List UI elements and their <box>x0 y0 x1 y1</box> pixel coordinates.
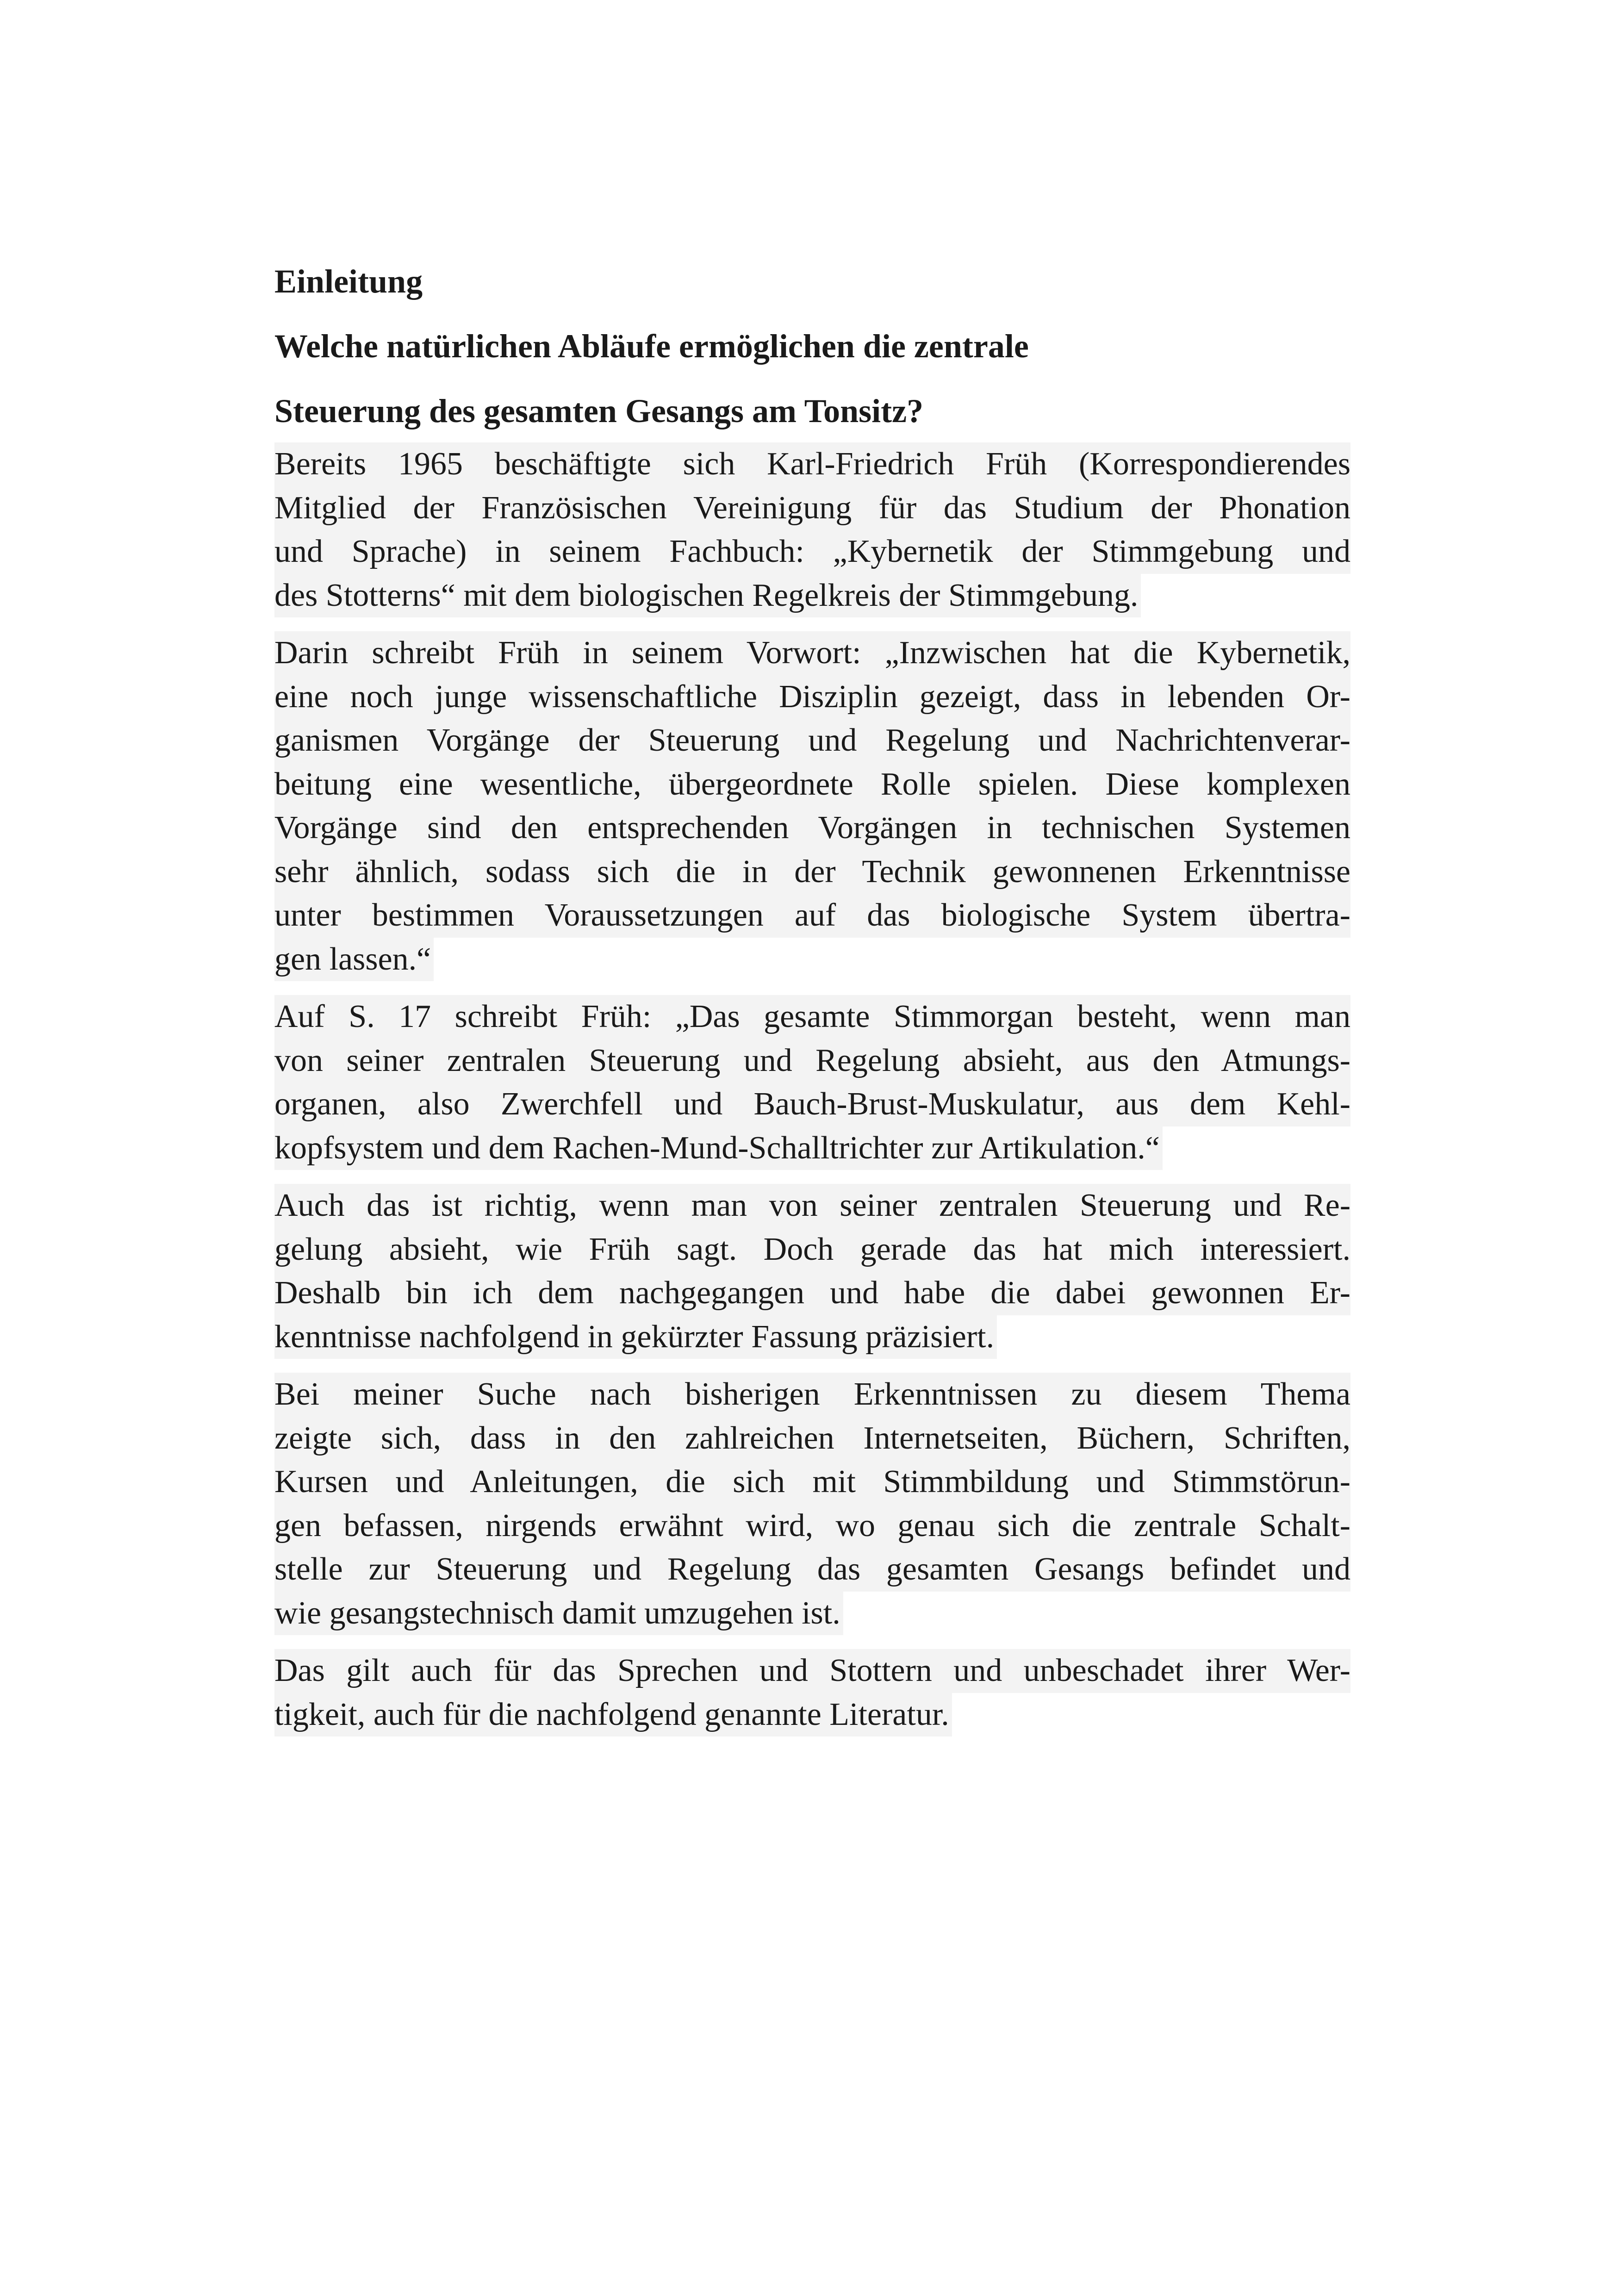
text-line: Auf S. 17 schreibt Früh: „Das gesamte Stimmorgan besteht, wenn man <box>274 995 1350 1039</box>
text-line: Mitglied der Französischen Vereinigung für das Studium der Phonation <box>274 486 1350 530</box>
text-line: gen befassen, nirgends erwähnt wird, wo genau sich die zentrale Schalt- <box>274 1504 1350 1548</box>
text-line: gen lassen.“ <box>274 938 434 982</box>
text-line: kenntnisse nachfolgend in gekürzter Fassung präzisiert. <box>274 1315 997 1359</box>
text-line: Kursen und Anleitungen, die sich mit Stimmbildung und Stimmstörun- <box>274 1460 1350 1504</box>
paragraph-vorwort-quote <box>274 631 1350 981</box>
text-line: organen, also Zwerchfell und Bauch-Brust-Muskulatur, aus dem Kehl- <box>274 1083 1350 1126</box>
text-line: Darin schreibt Früh in seinem Vorwort: „Inzwischen hat die Kybernetik, <box>274 631 1350 675</box>
text-line: wie gesangstechnisch damit umzugehen ist. <box>274 1592 843 1636</box>
text-line: stelle zur Steuerung und Regelung das gesamten Gesangs befindet und <box>274 1548 1350 1592</box>
page-content <box>274 259 1350 1750</box>
text-line: Bei meiner Suche nach bisherigen Erkenntnissen zu diesem Thema <box>274 1373 1350 1417</box>
paragraph-speech-stuttering <box>274 1649 1350 1736</box>
text-line: ganismen Vorgänge der Steuerung und Regelung und Nachrichtenverar- <box>274 719 1350 763</box>
paragraph-author-comment <box>274 1184 1350 1359</box>
text-line: tigkeit, auch für die nachfolgend genannte Literatur. <box>274 1693 952 1737</box>
text-line: beitung eine wesentliche, übergeordnete Rolle spielen. Diese komplexen <box>274 763 1350 807</box>
paragraph-page-17-quote <box>274 995 1350 1170</box>
text-line: Vorgänge sind den entsprechenden Vorgängen in technischen Systemen <box>274 806 1350 850</box>
text-line: und Sprache) in seinem Fachbuch: „Kybernetik der Stimmgebung und <box>274 530 1350 574</box>
text-line: zeigte sich, dass in den zahlreichen Internetseiten, Büchern, Schriften, <box>274 1417 1350 1461</box>
paragraph-frueh-intro <box>274 442 1350 617</box>
text-line: kopfsystem und dem Rachen-Mund-Schalltrichter zur Artikulation.“ <box>274 1126 1163 1170</box>
text-line: Auch das ist richtig, wenn man von seiner zentralen Steuerung und Re- <box>274 1184 1350 1228</box>
text-line: Deshalb bin ich dem nachgegangen und habe die dabei gewonnen Er- <box>274 1271 1350 1315</box>
text-line: gelung absieht, wie Früh sagt. Doch gerade das hat mich interessiert. <box>274 1228 1350 1272</box>
text-line: des Stotterns“ mit dem biologischen Regelkreis der Stimmgebung. <box>274 574 1141 618</box>
text-line: Das gilt auch für das Sprechen und Stottern und unbeschadet ihrer Wer- <box>274 1649 1350 1693</box>
question-heading-line-1: Welche natürlichen Abläufe ermöglichen die zentrale <box>274 328 1029 365</box>
paragraph-research-findings <box>274 1373 1350 1635</box>
text-line: Bereits 1965 beschäftigte sich Karl-Friedrich Früh (Korrespondierendes <box>274 442 1350 486</box>
section-heading: Einleitung <box>274 263 423 300</box>
text-line: unter bestimmen Voraussetzungen auf das biologische System übertra- <box>274 894 1350 938</box>
question-heading-line-2: Steuerung des gesamten Gesangs am Tonsitz? <box>274 392 924 429</box>
text-line: von seiner zentralen Steuerung und Regelung absieht, aus den Atmungs- <box>274 1039 1350 1083</box>
text-line: eine noch junge wissenschaftliche Disziplin gezeigt, dass in lebenden Or- <box>274 675 1350 719</box>
text-line: sehr ähnlich, sodass sich die in der Technik gewonnenen Erkenntnisse <box>274 850 1350 894</box>
